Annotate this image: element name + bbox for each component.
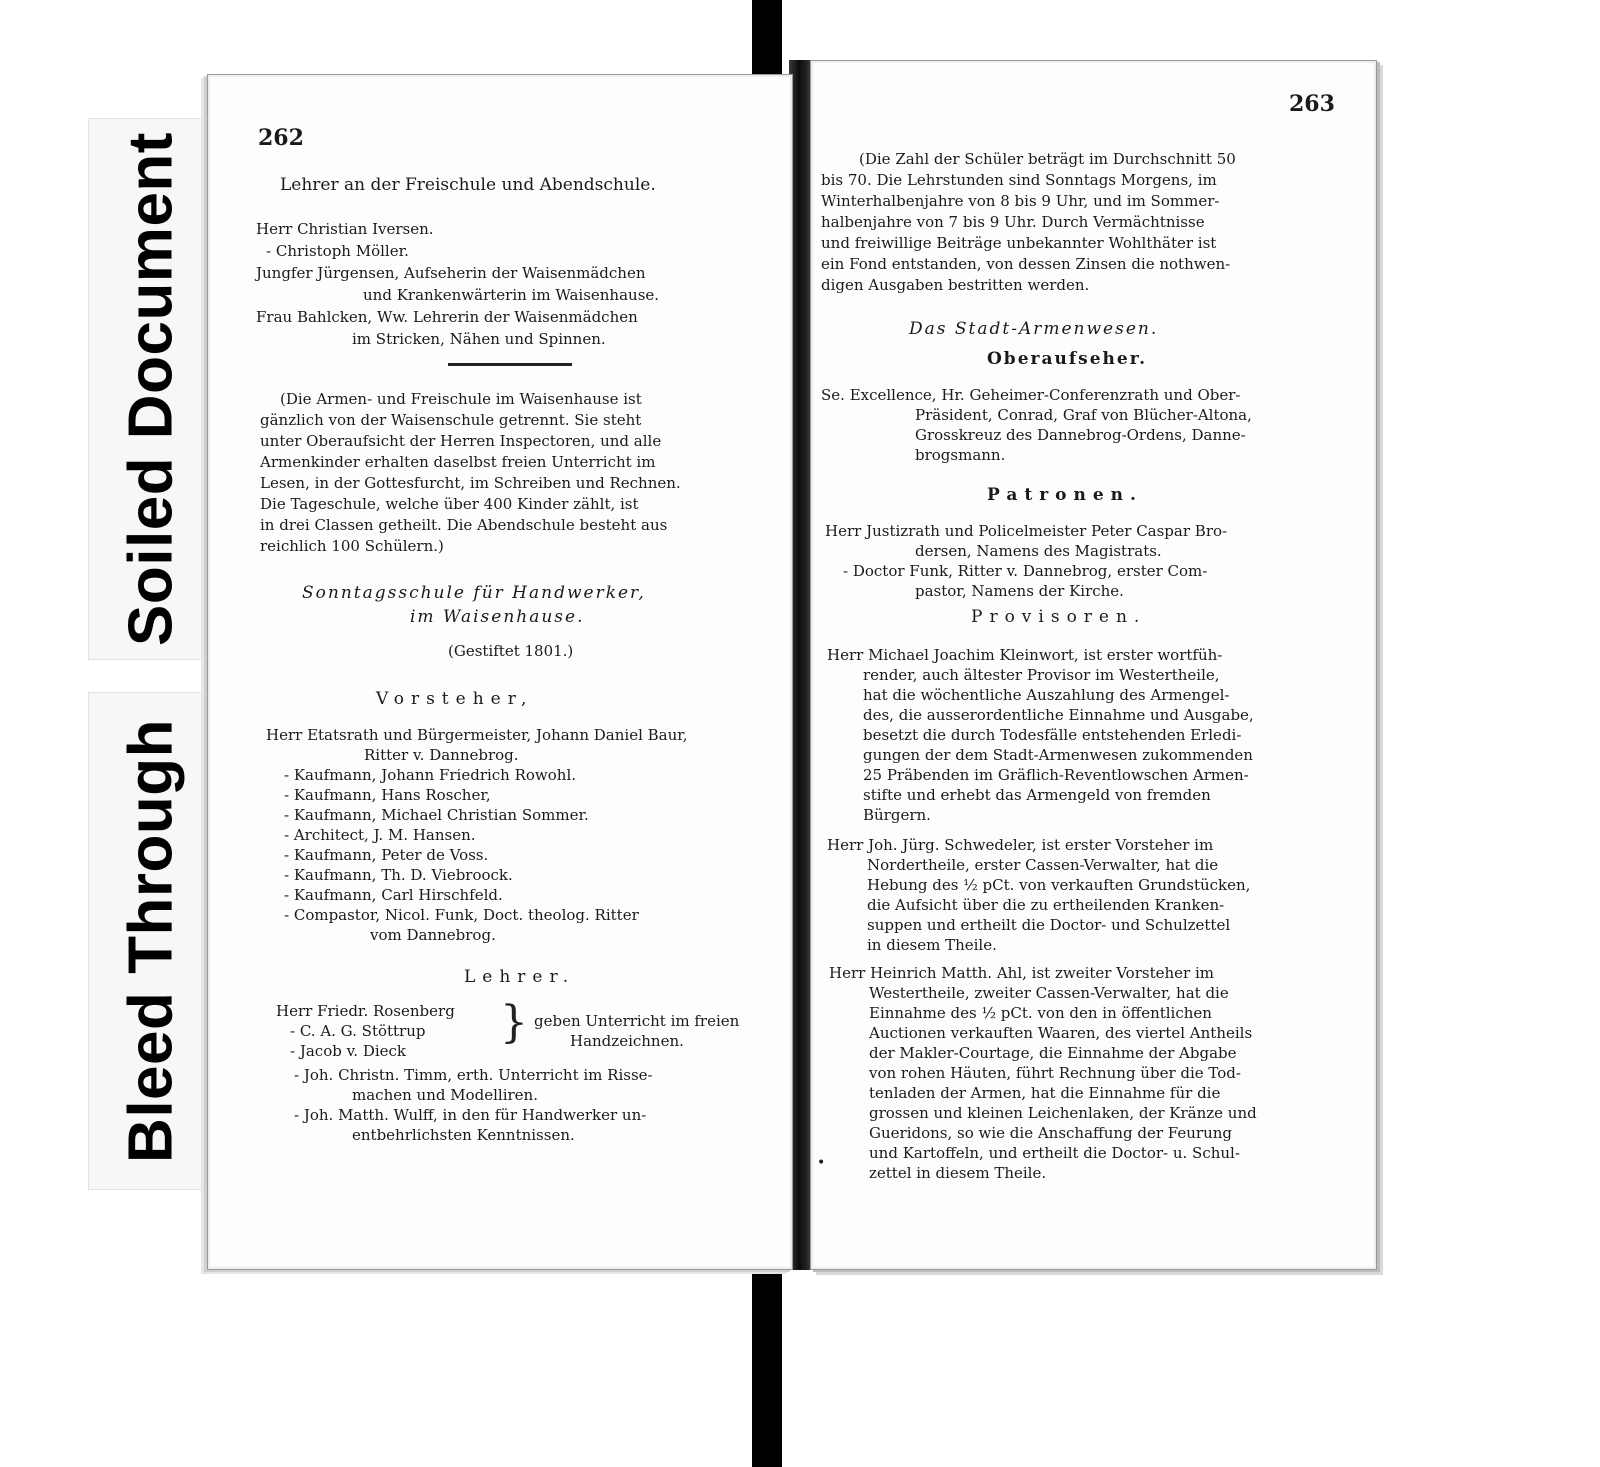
- bleed-through-label: [88, 692, 214, 1190]
- lehrer-line: Herr Friedr. Rosenberg: [276, 1002, 455, 1020]
- provisor-line: Hebung des ½ pCt. von verkauften Grundstücken,: [867, 876, 1251, 894]
- heading-lehrer: Lehrer.: [464, 967, 576, 987]
- note-line: gänzlich von der Waisenschule getrennt. Sie steht: [260, 411, 642, 429]
- teacher-line: im Stricken, Nähen und Spinnen.: [352, 330, 606, 348]
- provisor-line: gungen der dem Stadt-Armenwesen zukommenden: [863, 746, 1253, 764]
- teacher-line: Frau Bahlcken, Ww. Lehrerin der Waisenmädchen: [256, 308, 638, 326]
- provisor-line: tenladen der Armen, hat die Einnahme für die: [869, 1084, 1221, 1102]
- heading-provisoren: Provisoren.: [971, 607, 1147, 627]
- soiled-document-label: [88, 118, 214, 660]
- vorsteher-line: Ritter v. Dannebrog.: [364, 746, 519, 764]
- provisor-line: Nordertheile, erster Cassen-Verwalter, hat die: [867, 856, 1219, 874]
- note-line: Armenkinder erhalten daselbst freien Unterricht im: [260, 453, 656, 471]
- lehrer-line: - Joh. Matth. Wulff, in den für Handwerker un-: [294, 1106, 647, 1124]
- heading-patronen: Patronen.: [987, 485, 1143, 505]
- provisor-line: die Aufsicht über die zu ertheilenden Kranken-: [867, 896, 1225, 914]
- left-page: [207, 74, 793, 1270]
- note-line: reichlich 100 Schülern.): [260, 537, 444, 555]
- patronen-line: - Doctor Funk, Ritter v. Dannebrog, erster Com-: [843, 562, 1208, 580]
- ober-line: Präsident, Conrad, Graf von Blücher-Altona,: [915, 406, 1252, 424]
- heading-waisenhause: im Waisenhause.: [410, 607, 585, 627]
- right-page: [810, 60, 1377, 1270]
- provisor-line: und Kartoffeln, und ertheilt die Doctor- u. Schul-: [869, 1144, 1240, 1162]
- ober-line: Grosskreuz des Dannebrog-Ordens, Danne-: [915, 426, 1246, 444]
- teacher-line: und Krankenwärterin im Waisenhause.: [363, 286, 660, 304]
- intro-line: digen Ausgaben bestritten werden.: [821, 276, 1090, 294]
- provisor-line: stifte und erhebt das Armengeld von fremden: [863, 786, 1211, 804]
- provisor-line: Einnahme des ½ pCt. von den in öffentlichen: [869, 1004, 1212, 1022]
- lehrer-desc-line: geben Unterricht im freien: [534, 1012, 740, 1030]
- intro-line: Winterhalbenjahre von 8 bis 9 Uhr, und im Sommer-: [821, 192, 1220, 210]
- lehrer-line: machen und Modelliren.: [352, 1086, 538, 1104]
- patronen-line: dersen, Namens des Magistrats.: [915, 542, 1162, 560]
- provisor-line: des, die ausserordentliche Einnahme und Ausgabe,: [863, 706, 1254, 724]
- binding-strip-top: [752, 0, 782, 76]
- provisor-line: render, auch ältester Provisor im Westertheile,: [863, 666, 1220, 684]
- lehrer-line: entbehrlichsten Kenntnissen.: [352, 1126, 575, 1144]
- bleed-through-text: Bleed Through: [116, 719, 186, 1163]
- ink-speck: •: [817, 1155, 826, 1171]
- soiled-document-text: Soiled Document: [116, 132, 186, 646]
- provisor-line: der Makler-Courtage, die Einnahme der Abgabe: [869, 1044, 1237, 1062]
- patronen-line: Herr Justizrath und Policelmeister Peter Caspar Bro-: [825, 522, 1228, 540]
- vorsteher-line: - Kaufmann, Johann Friedrich Rowohl.: [284, 766, 577, 784]
- lehrer-line: - Jacob v. Dieck: [290, 1042, 407, 1060]
- vorsteher-line: - Compastor, Nicol. Funk, Doct. theolog. Ritter: [284, 906, 639, 924]
- vorsteher-line: - Kaufmann, Peter de Voss.: [284, 846, 489, 864]
- heading-stadt-armenwesen: Das Stadt-Armenwesen.: [909, 319, 1159, 339]
- intro-line: halbenjahre von 7 bis 9 Uhr. Durch Vermächtnisse: [821, 213, 1205, 231]
- teacher-line: Jungfer Jürgensen, Aufseherin der Waisenmädchen: [256, 264, 646, 282]
- intro-line: (Die Zahl der Schüler beträgt im Durchschnitt 50: [859, 150, 1236, 168]
- lehrer-line: - Joh. Christn. Timm, erth. Unterricht im Risse-: [294, 1066, 653, 1084]
- provisor-line: suppen und ertheilt die Doctor- und Schulzettel: [867, 916, 1231, 934]
- vorsteher-line: - Kaufmann, Hans Roscher,: [284, 786, 491, 804]
- vorsteher-line: - Kaufmann, Carl Hirschfeld.: [284, 886, 503, 904]
- provisor-line: von rohen Häuten, führt Rechnung über die Tod-: [869, 1064, 1241, 1082]
- provisor-line: grossen und kleinen Leichenlaken, der Kränze und: [869, 1104, 1257, 1122]
- heading-vorsteher: Vorsteher,: [376, 689, 534, 709]
- provisor-line: Gueridons, so wie die Anschaffung der Feurung: [869, 1124, 1233, 1142]
- teacher-line: - Christoph Möller.: [266, 242, 409, 260]
- provisor-line: Bürgern.: [863, 806, 931, 824]
- founded-note: (Gestiftet 1801.): [448, 642, 574, 660]
- lehrer-line: - C. A. G. Stöttrup: [290, 1022, 426, 1040]
- ober-line: brogsmann.: [915, 446, 1006, 464]
- provisor-line: in diesem Theile.: [867, 936, 997, 954]
- vorsteher-line: - Architect, J. M. Hansen.: [284, 826, 476, 844]
- lehrer-desc-line: Handzeichnen.: [570, 1032, 684, 1050]
- provisor-line: zettel in diesem Theile.: [869, 1164, 1047, 1182]
- brace-symbol: }: [500, 997, 528, 1048]
- provisor-line: Auctionen verkauften Waaren, des viertel Antheils: [869, 1024, 1253, 1042]
- vorsteher-line: vom Dannebrog.: [370, 926, 496, 944]
- provisor-line: Herr Joh. Jürg. Schwedeler, ist erster Vorsteher im: [827, 836, 1214, 854]
- provisor-line: Herr Heinrich Matth. Ahl, ist zweiter Vorsteher im: [829, 964, 1214, 982]
- vorsteher-line: Herr Etatsrath und Bürgermeister, Johann Daniel Baur,: [266, 726, 688, 744]
- provisor-line: Westertheile, zweiter Cassen-Verwalter, hat die: [869, 984, 1229, 1002]
- provisor-line: 25 Präbenden im Gräflich-Reventlowschen Armen-: [863, 766, 1249, 784]
- note-line: (Die Armen- und Freischule im Waisenhause ist: [280, 390, 642, 408]
- provisor-line: besetzt die durch Todesfälle entstehenden Erledi-: [863, 726, 1242, 744]
- heading-oberaufseher: Oberaufseher.: [987, 349, 1148, 369]
- ober-line: Se. Excellence, Hr. Geheimer-Conferenzrath und Ober-: [821, 386, 1241, 404]
- intro-line: bis 70. Die Lehrstunden sind Sonntags Morgens, im: [821, 171, 1217, 189]
- page-number-right: 263: [1289, 91, 1335, 117]
- intro-line: und freiwillige Beiträge unbekannter Wohlthäter ist: [821, 234, 1217, 252]
- intro-line: ein Fond entstanden, von dessen Zinsen die nothwen-: [821, 255, 1231, 273]
- heading-freischule: Lehrer an der Freischule und Abendschule.: [280, 175, 656, 195]
- page-number-left: 262: [258, 125, 304, 151]
- vorsteher-line: - Kaufmann, Michael Christian Sommer.: [284, 806, 589, 824]
- note-line: Die Tageschule, welche über 400 Kinder zählt, ist: [260, 495, 639, 513]
- vorsteher-line: - Kaufmann, Th. D. Viebroock.: [284, 866, 513, 884]
- divider-rule: [448, 363, 572, 366]
- note-line: in drei Classen getheilt. Die Abendschule besteht aus: [260, 516, 668, 534]
- heading-sonntagsschule: Sonntagsschule für Handwerker,: [302, 583, 646, 603]
- provisor-line: Herr Michael Joachim Kleinwort, ist erster wortfüh-: [827, 646, 1223, 664]
- provisor-line: hat die wöchentliche Auszahlung des Armengel-: [863, 686, 1230, 704]
- note-line: Lesen, in der Gottesfurcht, im Schreiben und Rechnen.: [260, 474, 681, 492]
- teacher-line: Herr Christian Iversen.: [256, 220, 434, 238]
- note-line: unter Oberaufsicht der Herren Inspectoren, und alle: [260, 432, 662, 450]
- binding-strip-bottom: [752, 1258, 782, 1467]
- patronen-line: pastor, Namens der Kirche.: [915, 582, 1124, 600]
